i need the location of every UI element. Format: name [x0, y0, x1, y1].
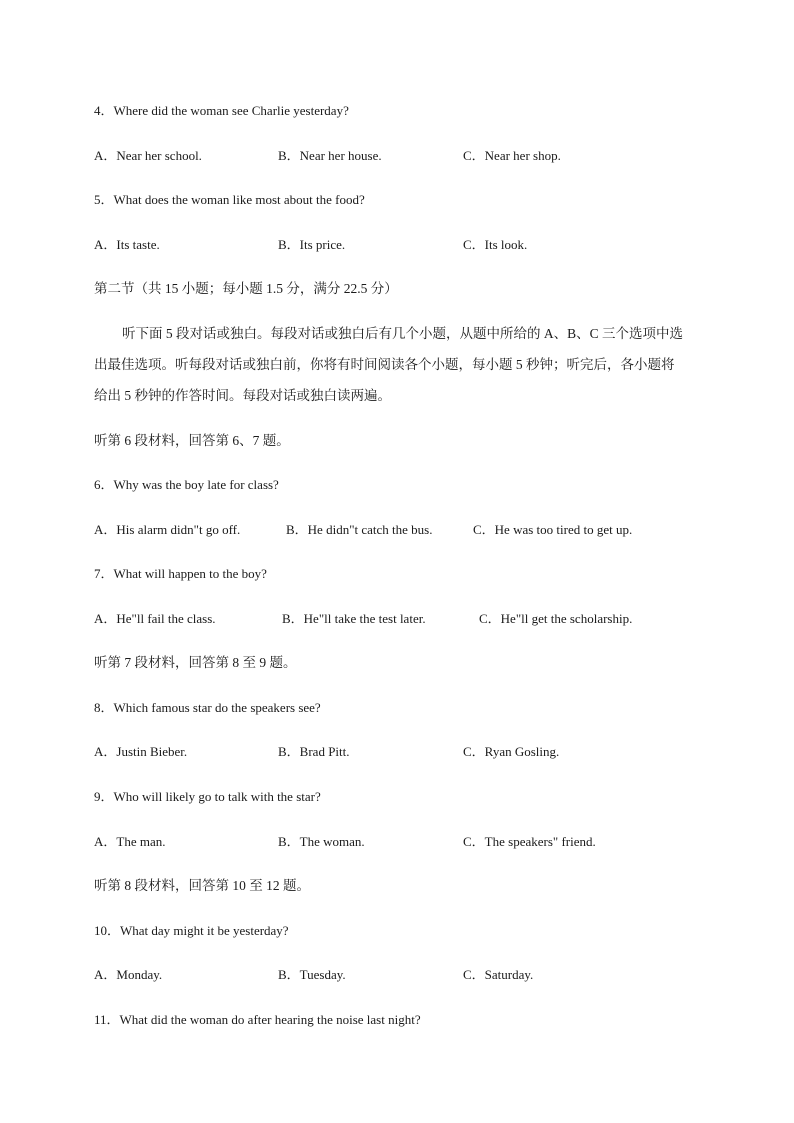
option-6b: B．He didn"t catch the bus. — [286, 522, 433, 537]
option-10b: B．Tuesday. — [278, 967, 346, 982]
question-7: 7．What will happen to the boy? — [94, 566, 267, 581]
option-4a: A．Near her school. — [94, 148, 202, 163]
question-10: 10．What day might it be yesterday? — [94, 923, 289, 938]
option-5b: B．Its price. — [278, 237, 346, 252]
option-6a: A．His alarm didn"t go off. — [94, 522, 241, 537]
group-8-label: 听第 8 段材料，回答第 10 至 12 题。 — [94, 878, 310, 893]
group-7-label: 听第 7 段材料，回答第 8 至 9 题。 — [94, 655, 297, 670]
instruction-line-3: 给出 5 秒钟的作答时间。每段对话或独白读两遍。 — [94, 388, 391, 403]
option-9b: B．The woman. — [278, 834, 365, 849]
group-6-label: 听第 6 段材料，回答第 6、7 题。 — [94, 433, 290, 448]
question-8: 8．Which famous star do the speakers see? — [94, 700, 321, 715]
question-6: 6．Why was the boy late for class? — [94, 477, 279, 492]
question-5: 5．What does the woman like most about the food? — [94, 192, 365, 207]
question-11: 11．What did the woman do after hearing the noise last night? — [94, 1012, 421, 1027]
section-heading: 第二节（共 15 小题；每小题 1.5 分，满分 22.5 分） — [94, 281, 398, 296]
instruction-line-2: 出最佳选项。听每段对话或独白前，你将有时间阅读各个小题，每小题 5 秒钟；听完后，各小题将 — [94, 357, 675, 372]
question-9: 9．Who will likely go to talk with the star? — [94, 789, 321, 804]
option-4b: B．Near her house. — [278, 148, 382, 163]
option-8b: B．Brad Pitt. — [278, 744, 350, 759]
option-7b: B．He"ll take the test later. — [282, 611, 426, 626]
option-10a: A．Monday. — [94, 967, 163, 982]
option-5c: C．Its look. — [463, 237, 528, 252]
option-9a: A．The man. — [94, 834, 166, 849]
question-4: 4．Where did the woman see Charlie yesterday? — [94, 103, 349, 118]
option-7c: C．He"ll get the scholarship. — [479, 611, 633, 626]
option-4c: C．Near her shop. — [463, 148, 561, 163]
option-7a: A．He"ll fail the class. — [94, 611, 216, 626]
instruction-line-1: 听下面 5 段对话或独白。每段对话或独白后有几个小题，从题中所给的 A、B、C 三个选项中选 — [122, 326, 684, 341]
option-9c: C．The speakers" friend. — [463, 834, 596, 849]
option-10c: C．Saturday. — [463, 967, 534, 982]
option-6c: C．He was too tired to get up. — [473, 522, 633, 537]
option-8c: C．Ryan Gosling. — [463, 744, 560, 759]
option-8a: A．Justin Bieber. — [94, 744, 188, 759]
option-5a: A．Its taste. — [94, 237, 160, 252]
